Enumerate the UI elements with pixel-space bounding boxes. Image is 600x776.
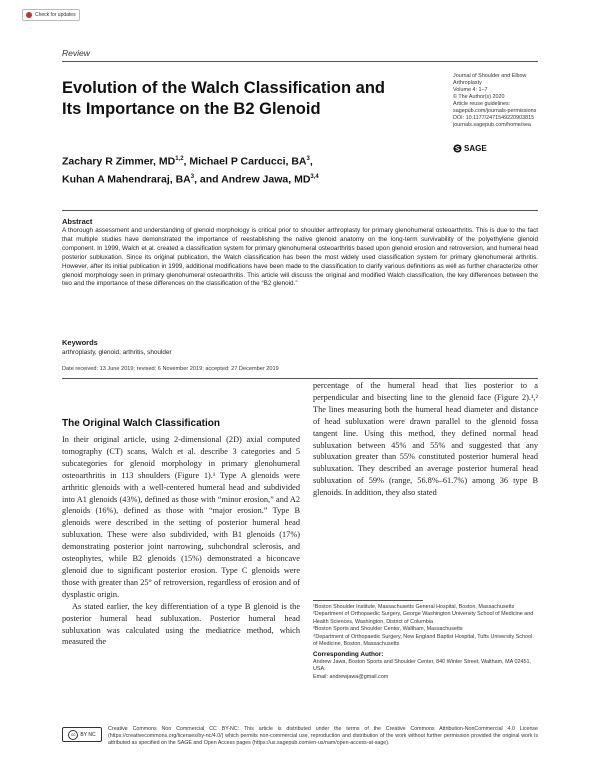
author-separator: , and (194, 173, 222, 185)
footnotes (313, 604, 538, 681)
license-block (62, 726, 538, 748)
dates-divider (62, 378, 538, 379)
publisher-logo (453, 144, 487, 153)
affiliation-footnote: ³Boston Sports and Shoulder Center, Waltham, Massachusetts (313, 626, 463, 633)
footnote-divider (313, 600, 423, 601)
keywords-heading: Keywords (62, 338, 98, 347)
body-paragraph: As stated earlier, the key differentiation of a type B glenoid is the posterior humeral head subluxation. Posterior humeral head subluxation was calculated using the mediatrice method, which measured the (62, 601, 300, 647)
journal-meta-line: © The Author(s) 2020 (453, 94, 505, 100)
article-type: Review (62, 48, 90, 58)
journal-meta (453, 73, 563, 129)
author-name: Andrew Jawa, MD (221, 173, 311, 185)
body-paragraph: In their original article, using 2-dimensional (2D) axial computed tomography (CT) scans, Walch et al. describe 3 categories and 5 subcategories for glenoid morphology in primary glenohumeral osteoarthritis in 113 shoulders (Figure 1).¹ Type A glenoids were arthritic glenoids with a well-centered humeral head and subdivided into A1 glenoids (43%), defined as those with “minor erosion,” and A2 glenoids (16%), defined as those with “major erosion.” Type B glenoids were described in the setting of posterior humeral head subluxation. These were also subdivided, with B1 glenoids (17%) demonstrating posterior joint narrowing, subchondral sclerosis, and osteophytes, while B2 glenoids (15%) demonstrated a biconcave glenoid due to significant posterior erosion. Type C glenoids were those with greater than 25° of retroversion, regardless of erosion and of dysplastic origin. (62, 435, 300, 599)
author-separator: , (183, 155, 190, 168)
page-title: Evolution of the Walch Classification and Its Importance on the B2 Glenoid (62, 79, 385, 118)
cc-icon: cc (68, 730, 78, 740)
corresponding-author-address: Andrew Jawa, Boston Sports and Shoulder Center, 840 Winter Street, Waltham, MA 02451, USA. (313, 658, 531, 673)
author-affiliation: 3 (306, 156, 310, 162)
corresponding-author-email[interactable]: Email: andrewjawa@gmail.com (313, 673, 389, 680)
doi-link[interactable]: DOI: 10.1177/2471549220903815 (453, 115, 535, 121)
section-heading: The Original Walch Classification (62, 418, 220, 429)
check-for-updates-label: Check for updates (35, 12, 76, 18)
sage-logo-icon (453, 144, 462, 153)
body-column-left (62, 434, 300, 648)
reuse-guidelines-link[interactable]: Article reuse guidelines: (453, 101, 511, 107)
journal-meta-line: Journal of Shoulder and Elbow (453, 73, 527, 79)
cc-license-badge[interactable] (62, 727, 102, 742)
affiliation-footnote: ⁴Department of Orthopaedic Surgery, New England Baptist Hospital, Tufts University School of Medicine, Boston, Massachusetts (313, 633, 533, 648)
article-dates: Date received: 13 June 2019; revised: 6 November 2019; accepted: 27 December 2019 (62, 366, 279, 372)
body-column-right: percentage of the humeral head that lies posterior to a perpendicular and bisecting line to the glenoid face (Figure 2).¹,² The lines measuring both the humeral head diameter and distance of head subluxation were drawn parallel to the glenoid fossa tangent line. Using this method, they defined normal head subluxation between 45% and 55% and suggested that any subluxation greater than 55% constituted posterior humeral head subluxation. They described an average posterior humeral head subluxation of 59% (range, 56.8%–61.7%) among 36 type B glenoids. In addition, they also stated (313, 381, 538, 498)
author-affiliation: 1,2 (175, 156, 184, 162)
author-name: Kuhan A Mahendraraj, BA (62, 173, 191, 185)
keywords-text: arthroplasty, glenoid, arthritis, shoulder (62, 349, 172, 356)
journal-home-link[interactable]: journals.sagepub.com/home/sea (453, 122, 531, 128)
publisher-name: SAGE (464, 144, 487, 153)
abstract-divider (62, 210, 538, 211)
author-affiliation: 3,4 (310, 173, 319, 180)
author-list (62, 152, 402, 187)
cc-badge-label: BY NC (80, 731, 96, 738)
affiliation-footnote: ¹Boston Shoulder Institute, Massachusetts General Hospital, Boston, Massachusetts (313, 604, 515, 610)
author-separator: , (309, 155, 313, 168)
abstract-text: A thorough assessment and understanding of glenoid morphology is critical prior to shoulder arthroplasty for primary glenohumeral osteoarthritis. This is due to the fact that multiple studies have demonstrated the importance of reestablishing the native glenoid anatomy on the long-term survivability of the polyethylene glenoid component. In 1999, Walch et al. created a classification system for primary glenohumeral osteoarthritis based upon glenoid erosion and retroversion, and humeral head posterior subluxation. Since its original publication, the Walch classification has been the most widely used classification system for primary glenohumeral arthritis. However, after its initial publication in 1999, additional modifications have been made to the classification to clarify various definitions as well as further characterize other glenoid morphology seen in primary glenohumeral osteoarthritis. This article will discuss the original and modified Walch classification, the key differences between the two and the importance of these differences on the classification of the “B2 glenoid.” (62, 227, 538, 288)
journal-meta-line: Arthroplasty (453, 80, 482, 86)
corresponding-author-heading: Corresponding Author: (313, 651, 384, 659)
abstract-heading: Abstract (62, 217, 93, 226)
author-affiliation: 3 (190, 173, 195, 180)
author-name: Michael P Carducci, BA (189, 155, 307, 168)
license-text: Creative Commons Non Commercial CC BY-NC: This article is distributed under the terms of the Creative Commons Attribution-NonCommercial 4.0 License (https://creativecommons.org/licenses/by-nc/4.0/) which permits non-commercial use, reproduction and distribution of the work without further permission provided the original work is attributed as specified on the SAGE and Open Access pages (https://us.sagepub.com/en-us/nam/open-access-at-sage). (108, 726, 538, 747)
author-name: Zachary R Zimmer, MD (62, 155, 176, 168)
check-for-updates-badge[interactable] (22, 9, 80, 21)
permissions-link[interactable]: sagepub.com/journals-permissions (453, 108, 537, 114)
affiliation-footnote: ²Department of Orthopaedic Surgery, George Washington University School of Medicine and Health Sciences, Washington, District of Columbia (313, 611, 534, 625)
update-icon (26, 12, 32, 18)
top-divider (62, 61, 538, 62)
journal-meta-line: Volume 4: 1–7 (453, 87, 488, 93)
